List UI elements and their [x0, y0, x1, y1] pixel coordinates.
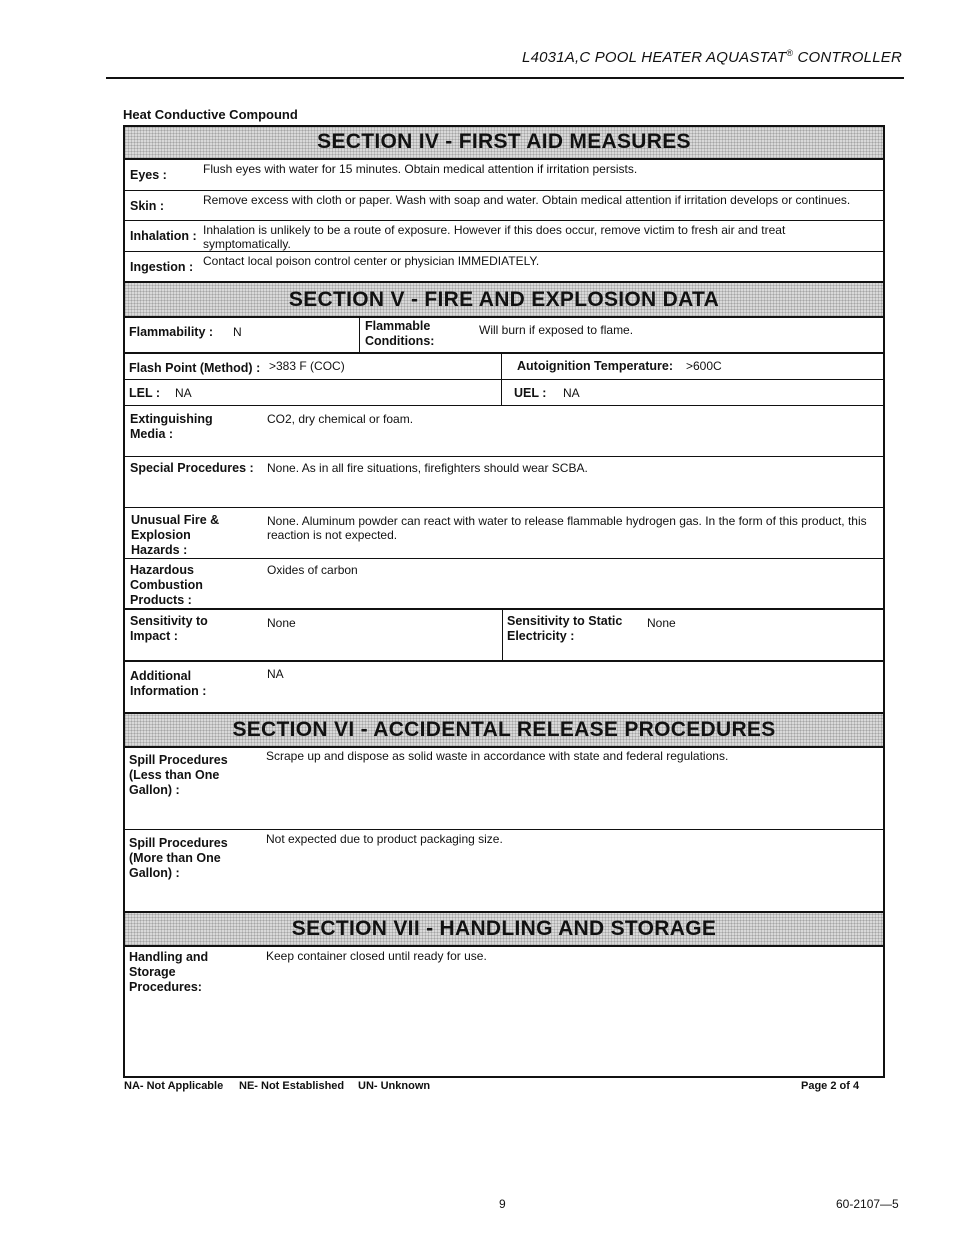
header-rule	[106, 77, 904, 79]
section-vi-header	[125, 712, 883, 748]
sensitivity-static-label: Sensitivity to Static Electricity :	[507, 614, 623, 643]
lel-value: NA	[175, 386, 192, 400]
skin-label: Skin :	[130, 199, 165, 213]
sensitivity-impact-label: Sensitivity to Impact :	[130, 614, 208, 643]
flash-point-row	[125, 352, 883, 379]
eyes-label: Eyes :	[130, 168, 167, 182]
spill-small-row	[125, 748, 883, 829]
uel-label: UEL :	[514, 386, 547, 400]
flammable-conditions-value: Will burn if exposed to flame.	[479, 323, 634, 337]
unusual-hazards-row	[125, 507, 883, 558]
extinguishing-label: Extinguishing Media :	[130, 412, 213, 441]
legend-un: UN- Unknown	[358, 1080, 431, 1092]
sheet-page-indicator: Page 2 of 4	[801, 1080, 860, 1092]
msds-sheet	[123, 125, 885, 1078]
extinguishing-value: CO2, dry chemical or foam.	[267, 412, 414, 426]
section-vi-title: SECTION VI - ACCIDENTAL RELEASE PROCEDURES	[232, 718, 776, 741]
spill-small-value: Scrape up and dispose as solid waste in accordance with state and federal regulations.	[266, 749, 729, 763]
autoignition-label: Autoignition Temperature:	[517, 359, 674, 373]
sensitivity-static-value: None	[647, 616, 676, 630]
divider	[359, 318, 360, 352]
eyes-row	[125, 160, 883, 190]
special-procedures-label: Special Procedures :	[130, 461, 254, 475]
flammability-value: N	[233, 325, 242, 339]
legend-na: NA- Not Applicable	[124, 1080, 224, 1092]
special-procedures-row	[125, 456, 883, 507]
section-vii-title: SECTION VII - HANDLING AND STORAGE	[291, 917, 717, 940]
product-name: Heat Conductive Compound	[123, 107, 298, 122]
ingestion-row	[125, 251, 883, 281]
registered-mark: ®	[786, 48, 794, 58]
divider	[502, 610, 503, 660]
section-v-header	[125, 281, 883, 318]
skin-value: Remove excess with cloth or paper. Wash with soap and water. Obtain medical attention if irritation develops or continues.	[203, 193, 851, 207]
spill-small-label: Spill Procedures (Less than One Gallon) :	[129, 753, 228, 797]
spill-large-value: Not expected due to product packaging size.	[266, 832, 503, 846]
divider	[501, 354, 502, 379]
additional-info-value: NA	[267, 667, 284, 681]
sensitivity-row	[125, 608, 883, 660]
inhalation-value: Inhalation is unlikely to be a route of exposure. However if this does occur, remove victim to fresh air and treat symptomatically.	[203, 223, 786, 251]
combustion-products-row	[125, 558, 883, 608]
extinguishing-row	[125, 405, 883, 456]
sensitivity-impact-value: None	[267, 616, 296, 630]
combustion-products-label: Hazardous Combustion Products :	[130, 563, 203, 607]
handling-label: Handling and Storage Procedures:	[129, 950, 209, 994]
lel-uel-row	[125, 379, 883, 405]
document-code: 60-2107—5	[836, 1197, 899, 1211]
combustion-products-value: Oxides of carbon	[267, 563, 358, 577]
legend-ne: NE- Not Established	[239, 1080, 345, 1092]
uel-value: NA	[563, 386, 580, 400]
inhalation-row	[125, 220, 883, 251]
handling-row	[125, 947, 883, 1076]
unusual-hazards-value: None. Aluminum powder can react with water to release flammable hydrogen gas. In the form of this product, this reaction is not expected.	[267, 514, 867, 542]
document-header	[0, 48, 902, 66]
special-procedures-value: None. As in all fire situations, firefighters should wear SCBA.	[267, 461, 588, 475]
section-vii-header	[125, 911, 883, 947]
ingestion-value: Contact local poison control center or physician IMMEDIATELY.	[203, 254, 540, 268]
skin-row	[125, 190, 883, 220]
section-iv-title: SECTION IV - FIRST AID MEASURES	[317, 130, 691, 153]
flammability-row	[125, 318, 883, 352]
eyes-value: Flush eyes with water for 15 minutes. Obtain medical attention if irritation persists.	[203, 162, 638, 176]
handling-value: Keep container closed until ready for use.	[266, 949, 487, 963]
flammability-label: Flammability :	[129, 325, 214, 339]
header-title: L4031A,C POOL HEATER AQUASTAT	[522, 49, 787, 66]
additional-info-row	[125, 660, 883, 712]
section-v-title: SECTION V - FIRE AND EXPLOSION DATA	[288, 288, 720, 311]
additional-info-label: Additional Information :	[130, 669, 207, 698]
spill-large-label: Spill Procedures (More than One Gallon) :	[129, 836, 228, 880]
autoignition-value: >600C	[686, 359, 722, 373]
flammable-conditions-label: Flammable Conditions:	[365, 319, 435, 348]
spill-large-row	[125, 829, 883, 911]
flash-point-value: >383 F (COC)	[269, 359, 345, 373]
section-iv-header	[125, 127, 883, 160]
divider	[501, 380, 502, 405]
page-number: 9	[499, 1197, 506, 1211]
unusual-hazards-label: Unusual Fire & Explosion Hazards :	[131, 513, 220, 557]
flash-point-label: Flash Point (Method) :	[129, 361, 261, 375]
header-title-tail: CONTROLLER	[793, 49, 902, 66]
ingestion-label: Ingestion :	[130, 260, 194, 274]
lel-label: LEL :	[129, 386, 161, 400]
inhalation-label: Inhalation :	[130, 229, 197, 243]
